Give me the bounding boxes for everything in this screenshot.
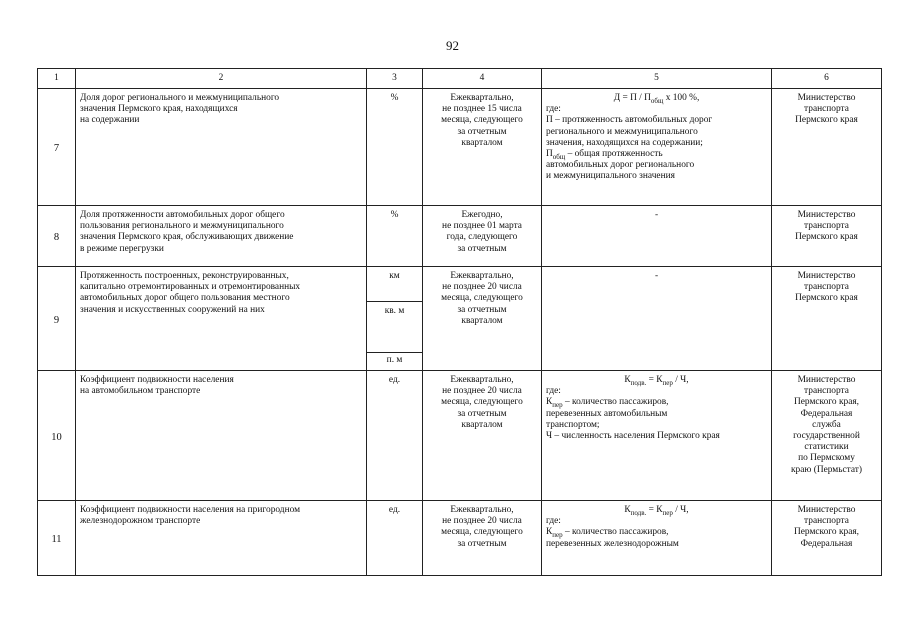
method-text: где: П – протяженность автомобильных дорог регионального и межмуниципального значения, находящихся на содержании;	[546, 104, 713, 148]
row-number: 9	[38, 267, 76, 371]
indicators-table	[37, 68, 882, 576]
header-cell: 6	[772, 69, 882, 89]
formula: $К_{подв.} = К_{пер} / Ч$,	[624, 375, 689, 387]
method-dash: -	[654, 271, 659, 281]
table-row	[38, 371, 882, 501]
table-row	[38, 89, 882, 206]
responsible-org: Министерство транспорта Пермского края	[772, 89, 882, 206]
method-text: Ч – численность населения Пермского края	[546, 431, 720, 442]
table-row	[38, 206, 882, 267]
responsible-org: Министерство транспорта Пермского края, Федеральная служба государственной статистики по Пермскому краю (Пермьстат)	[772, 371, 882, 501]
indicator-unit: ед.	[367, 371, 423, 501]
indicator-unit: п. м	[367, 353, 423, 371]
row-number: 11	[38, 501, 76, 576]
header-cell: 4	[423, 69, 542, 89]
row-number: 10	[38, 371, 76, 501]
row-number: 7	[38, 89, 76, 206]
method-dash: -	[654, 210, 659, 220]
indicator-name: Коэффициент подвижности населения на автомобильном транспорте	[76, 371, 367, 501]
calculation-method	[542, 267, 772, 371]
table-row	[38, 267, 882, 302]
reporting-period: Ежеквартально, не позднее 20 числа месяца, следующего за отчетным кварталом	[423, 267, 542, 371]
formula: $К_{подв.} = К_{пер} / Ч$,	[624, 505, 689, 517]
header-cell: 5	[542, 69, 772, 89]
reporting-period: Ежеквартально, не позднее 20 числа месяца, следующего за отчетным кварталом	[423, 371, 542, 501]
indicator-unit: км	[367, 267, 423, 302]
reporting-period: Ежеквартально, не позднее 15 числа месяца, следующего за отчетным кварталом	[423, 89, 542, 206]
indicator-name: Доля протяженности автомобильных дорог общего пользования регионального и межмуниципального значения Пермского края, обслуживающих движение в режиме перегрузки	[76, 206, 367, 267]
method-text: где:	[546, 516, 561, 527]
method-text: $К_{пер}$ – количество пассажиров, перевезенных железнодорожным	[546, 527, 679, 549]
responsible-org: Министерство транспорта Пермского края, Федеральная	[772, 501, 882, 576]
indicator-name: Коэффициент подвижности населения на пригородном железнодорожном транспорте	[76, 501, 367, 576]
indicator-unit: кв. м	[367, 302, 423, 353]
table-row	[38, 501, 882, 576]
calculation-method	[542, 501, 772, 576]
reporting-period: Ежеквартально, не позднее 20 числа месяца, следующего за отчетным	[423, 501, 542, 576]
indicator-unit: ед.	[367, 501, 423, 576]
method-text: $П_{общ}$ – общая протяженность автомобильных дорог регионального и межмуниципального значения	[546, 149, 695, 182]
responsible-org: Министерство транспорта Пермского края	[772, 206, 882, 267]
header-cell: 1	[38, 69, 76, 89]
method-text: где:	[546, 386, 561, 397]
formula: $Д = П / П_{общ}$ х 100 %,	[613, 93, 700, 105]
indicator-unit: %	[367, 89, 423, 206]
row-number: 8	[38, 206, 76, 267]
indicator-name: Доля дорог регионального и межмуниципального значения Пермского края, находящихся на содержании	[76, 89, 367, 206]
calculation-method	[542, 89, 772, 206]
page-number: 92	[446, 38, 459, 53]
method-text: $К_{пер}$ – количество пассажиров, перевезенных автомобильным транспортом;	[546, 397, 669, 430]
calculation-method	[542, 371, 772, 501]
table-header-row	[38, 69, 882, 89]
responsible-org: Министерство транспорта Пермского края	[772, 267, 882, 371]
indicator-name: Протяженность построенных, реконструированных, капитально отремонтированных и отремонтированных автомобильных дорог общего пользования местного значения и искусственных сооружений на них	[76, 267, 367, 371]
indicator-unit: %	[367, 206, 423, 267]
reporting-period: Ежегодно, не позднее 01 марта года, следующего за отчетным	[423, 206, 542, 267]
header-cell: 2	[76, 69, 367, 89]
header-cell: 3	[367, 69, 423, 89]
calculation-method	[542, 206, 772, 267]
